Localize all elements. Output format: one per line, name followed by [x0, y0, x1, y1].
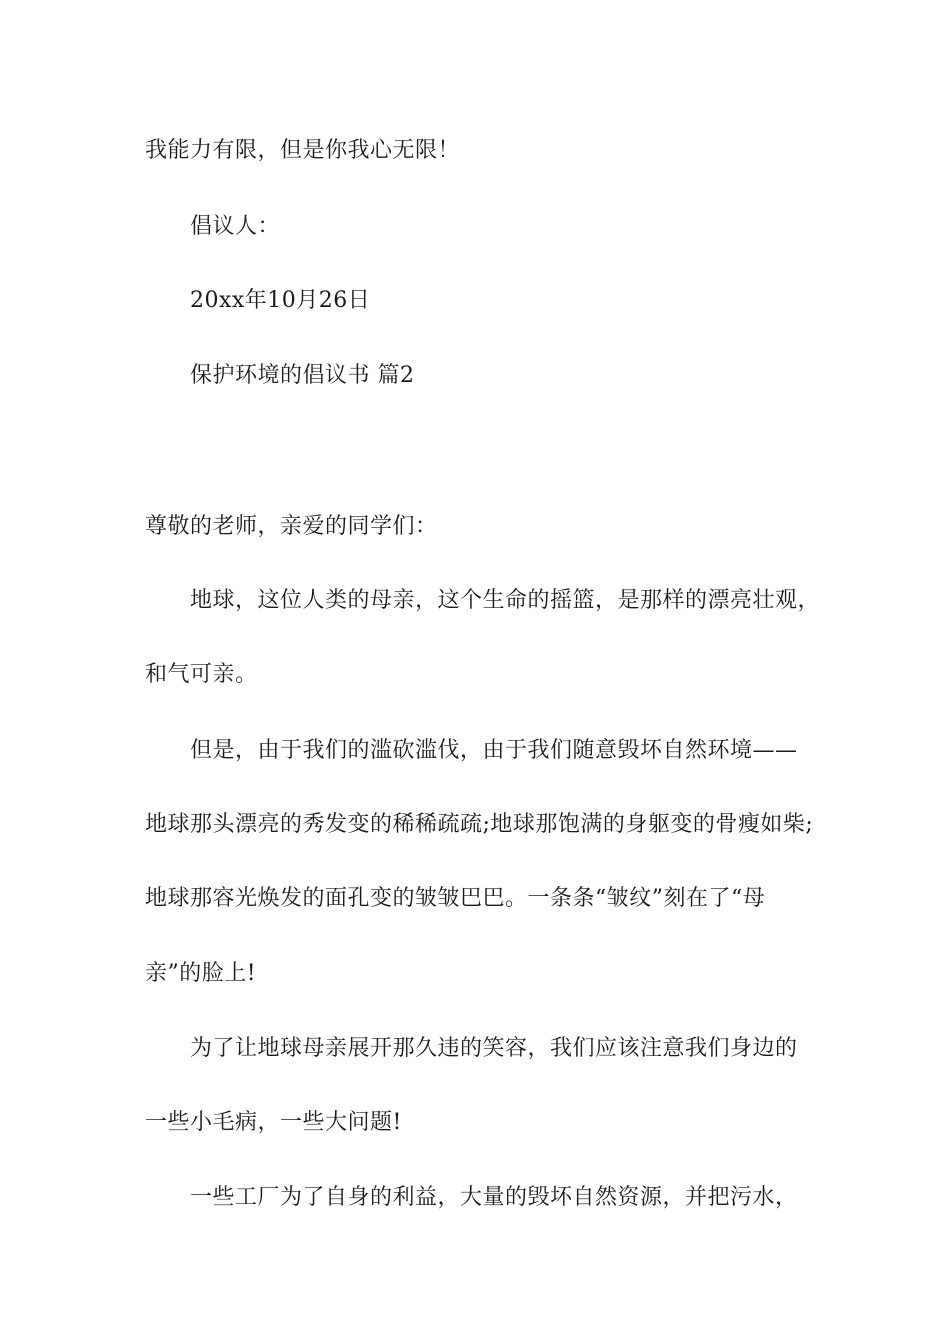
- paragraph-line: 亲”的脸上!: [145, 961, 257, 986]
- paragraph-line: 一些小毛病，一些大问题!: [145, 1110, 402, 1135]
- paragraph-line: 和气可亲。: [145, 662, 258, 687]
- initiator-label: 倡议人：: [190, 214, 281, 239]
- paragraph-line: 但是，由于我们的滥砍滥伐，由于我们随意毁坏自然环境——: [190, 738, 798, 763]
- section-title: 保护环境的倡议书 篇2: [190, 363, 415, 388]
- paragraph-line: 为了让地球母亲展开那久违的笑容，我们应该注意我们身边的: [190, 1036, 798, 1061]
- paragraph-line: 地球那容光焕发的面孔变的皱皱巴巴。一条条“皱纹”刻在了“母: [145, 886, 766, 911]
- paragraph-line: 一些工厂为了自身的利益，大量的毁坏自然资源，并把污水，: [190, 1185, 798, 1210]
- paragraph-line: 地球那头漂亮的秀发变的稀稀疏疏;地球那饱满的身躯变的骨瘦如柴;: [145, 812, 814, 837]
- closing-line: 我能力有限，但是你我心无限！: [145, 138, 461, 163]
- salutation: 尊敬的老师，亲爱的同学们：: [145, 514, 438, 539]
- date-line: 20xx年10月26日: [190, 288, 371, 313]
- paragraph-line: 地球，这位人类的母亲，这个生命的摇篮，是那样的漂亮壮观，: [190, 588, 821, 613]
